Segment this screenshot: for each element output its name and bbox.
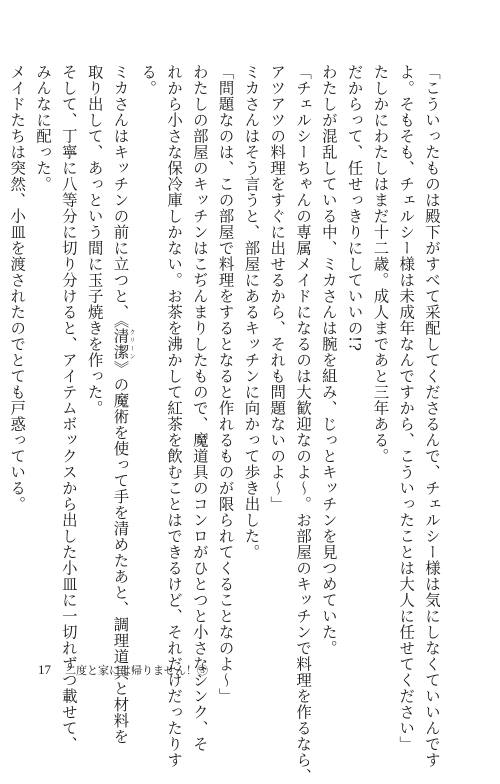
ruby-line-after: 》の魔術を使って手を清めたあと、調理道具と材料を bbox=[111, 360, 130, 745]
text-line: 「問題なのは、この部屋で料理をするとなると作れるものが限られてくることなのよ～」 bbox=[216, 64, 235, 704]
text-line: わたしの部屋のキッチンはこぢんまりしたもので、魔道具のコンロがひとつと小さなシンク、そ bbox=[190, 64, 209, 752]
text-line: だからって、任せっきりにしていいの!? bbox=[345, 64, 364, 352]
text-line: わたしが混乱している中、ミカさんは腕を組み、じっとキッチンを見つめていた。 bbox=[319, 64, 338, 656]
ruby-base: 清潔 bbox=[111, 328, 130, 361]
page-number: 17 bbox=[38, 662, 51, 677]
text-line: れから小さな保冷庫しかない。お茶を沸かして紅茶を飲むことはできるけど、それだけだったりす bbox=[165, 64, 184, 768]
ruby-reading: クリーン bbox=[127, 328, 135, 361]
text-line: そして、丁寧に八等分に切り分けると、アイテムボックスから出した小皿に一切れずつ載せて、 bbox=[59, 64, 78, 752]
text-line: る。 bbox=[139, 64, 158, 96]
text-line: 取り出して、あっという間に玉子焼きを作った。 bbox=[85, 64, 104, 416]
text-line: 「こういったものは殿下がすべて采配してくださるんで、チェルシー様は気にしなくていいんです bbox=[423, 64, 441, 768]
text-line: 「チェルシーちゃんの専属メイドになるのは大歓迎なのよ～。お部屋のキッチンで料理を作るなら、 bbox=[294, 64, 313, 784]
ruby-annotation bbox=[111, 328, 135, 361]
book-title: 二度と家には帰りません！③ bbox=[65, 664, 208, 677]
ruby-line-before: ミカさんはキッチンの前に立つと、《 bbox=[111, 64, 130, 329]
text-line: たしかにわたしはまだ十二歳。成人まであと三年ある。 bbox=[371, 64, 390, 464]
text-line: みんなに配った。 bbox=[34, 64, 53, 192]
text-line: よ。そもそも、チェルシー様は未成年なんですから、こういったことは大人に任せてください」 bbox=[397, 64, 416, 752]
text-line: アツアツの料理をすぐに出せるから、それも問題ないのよ～」 bbox=[268, 64, 287, 512]
text-line-with-ruby bbox=[107, 64, 135, 745]
text-line: ミカさんはそう言うと、部屋にあるキッチンに向かって歩き出した。 bbox=[242, 64, 261, 560]
page-footer bbox=[38, 662, 208, 678]
text-line: メイドたちは突然、小皿を渡されたのでとても戸惑っている。 bbox=[8, 64, 27, 512]
